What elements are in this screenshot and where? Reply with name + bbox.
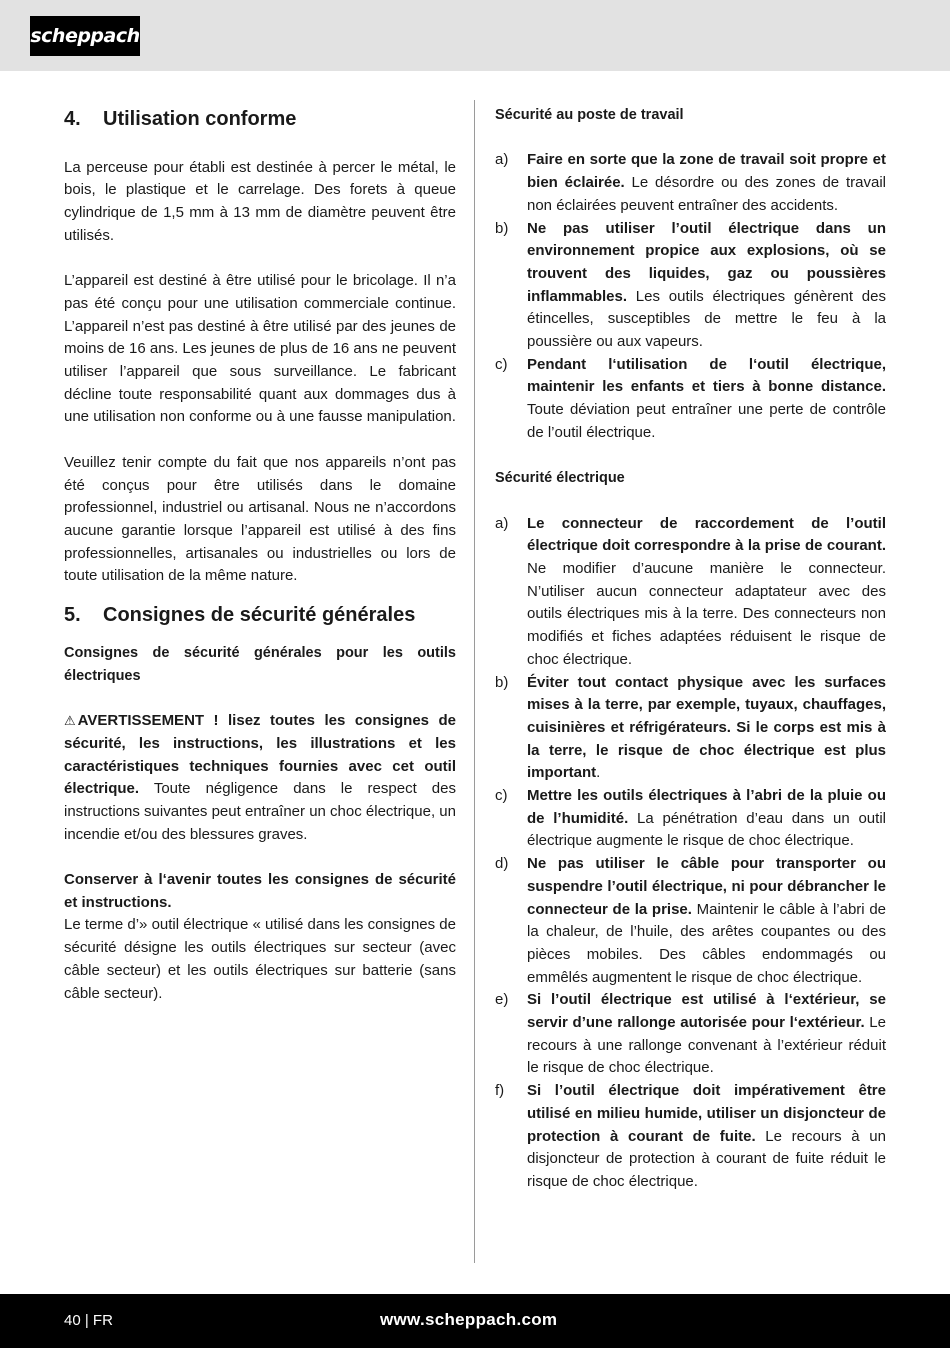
subheading-work-safety: Sécurité au poste de travail [495,107,684,123]
item-label: a) [495,151,509,169]
list-item [495,672,886,786]
item-plain-text: Le désordre ou des zones de travail non éclairées peuvent entraîner des accidents. [527,174,886,214]
item-text [527,672,886,786]
item-text [527,354,886,445]
section-number: 5. [64,604,81,627]
item-label: a) [495,514,509,532]
list-item [495,149,886,217]
page-header [0,0,950,71]
electrical-safety-list [495,513,886,1194]
item-plain-text: Les outils électriques génèrent des étincelles, susceptibles de mettre le feu à la poussière ou aux vapeurs. [527,287,886,351]
item-label: e) [495,991,509,1009]
column-divider [474,100,475,1263]
item-bold-text: Pendant l‘utilisation de l‘outil électrique, maintenir les enfants et tiers à bonne distance. [527,355,886,396]
list-item [495,853,886,989]
work-safety-list [495,149,886,444]
section-4-heading [64,104,456,134]
warning-text: Toute négligence dans le respect des instructions suivantes peut entraîner un choc électrique, un incendie et/ou des blessures graves. [64,780,456,843]
item-text [527,218,886,354]
section-number: 4. [64,108,81,130]
left-column [64,104,456,1005]
item-bold-text: Faire en sorte que la zone de travail soit propre et bien éclairée. [527,151,886,192]
item-label: c) [495,355,508,373]
item-plain-text: Ne modifier d’aucune manière le connecteur. N’utiliser aucun connecteur adaptateur avec des outils électriques mis à la terre. Des connecteurs non modifiés et fiches adaptées réduisent le risque de choc électrique. [527,560,886,668]
item-text [527,1080,886,1194]
warning-icon: ⚠ [64,713,76,729]
subheading-electrical-safety: Sécurité électrique [495,470,625,487]
item-plain-text: Maintenir le câble à l’abri de la chaleur, de l’huile, des arêtes coupantes ou des pièces mobiles. Des câbles endommagés ou emmêlés augmentent le risque de choc électrique. [527,900,887,986]
item-text [527,785,886,853]
list-item [495,785,886,853]
warning-paragraph [64,710,456,846]
item-text [527,853,886,989]
paragraph: La perceuse pour établi est destinée à percer le métal, le bois, le plastique et le carrelage. Des forets à queue cylindrique de 1,5 mm à 13 mm de diamètre peuvent être utilisés. [64,158,456,244]
item-bold-text: Mettre les outils électriques à l’abri de la pluie ou de l’humidité. [527,787,886,827]
subheading: Consignes de sécurité générales pour les outils électriques [64,645,456,684]
item-label: b) [495,219,509,237]
brand-logo: scheppach [30,16,140,56]
section-5-heading [64,600,456,630]
item-plain-text: Le recours à une rallonge convenant à l’extérieur réduit le risque de choc électrique. [527,1014,886,1077]
paragraph: L’appareil est destiné à être utilisé pour le bricolage. Il n’a pas été conçu pour une utilisation commerciale continue. L’appareil n’est pas destiné à être utilisé par des jeunes de moins de 16 ans. Les jeunes de plus de 16 ans ne peuvent utiliser l’appareil que sous surveillance. Le fabricant décline toute responsabilité quant aux dommages dus à une utilisation non conforme ou à une fausse manipulation. [64,272,456,426]
keep-instructions: Conserver à l‘avenir toutes les consignes de sécurité et instructions. [64,871,456,911]
item-plain-text: Le recours à un disjoncteur de protection à courant de fuite réduit le risque de choc électrique. [527,1127,886,1190]
right-column [495,104,886,1194]
list-item [495,989,886,1080]
list-item [495,513,886,672]
list-item [495,354,886,445]
list-item [495,218,886,354]
paragraph: Veuillez tenir compte du fait que nos appareils n’ont pas été conçus pour être utilisés dans le domaine professionnel, industriel ou artisanal. Nous ne n’accordons aucune garantie lorsque l’appareil est utilisé à des fins professionnelles, artisanales ou industrielles ou lors de toute utilisation de la même nature. [64,453,456,585]
paragraph: Le terme d’» outil électrique « utilisé dans les consignes de sécurité désigne les outils électriques sur secteur (avec câble secteur) et les outils électriques sur batterie (sans câble secteur). [64,916,456,1002]
section-title: Consignes de sécurité générales [103,604,416,627]
item-bold-text: Si l’outil électrique doit impérativement être utilisé en milieu humide, utiliser un disjoncteur de protection à courant de fuite. [527,1082,886,1145]
item-label: b) [495,673,509,691]
item-text [527,513,886,672]
item-plain-text: . [596,764,601,782]
item-label: c) [495,787,508,805]
item-label: d) [495,855,509,873]
page-number: 40 | FR [64,1312,113,1329]
item-text [527,989,886,1080]
section-title: Utilisation conforme [103,108,297,130]
website-url: www.scheppach.com [380,1310,558,1329]
list-item [495,1080,886,1194]
page-footer [0,1294,950,1348]
item-plain-text: La pénétration d’eau dans un outil électrique augmente le risque de choc électrique. [527,809,886,850]
item-plain-text: Toute déviation peut entraîner une perte de contrôle de l’outil électrique. [527,401,886,441]
item-bold-text: Le connecteur de raccordement de l’outil électrique doit correspondre à la prise de courant. [527,514,886,555]
item-bold-text: Ne pas utiliser l’outil électrique dans un environnement propice aux explosions, où se trouvent des liquides, gaz ou poussières inflammables. [527,219,886,305]
item-text [527,149,886,217]
item-label: f) [495,1082,505,1100]
warning-bold-text: AVERTISSEMENT ! lisez toutes les consignes de sécurité, les instructions, les illustrations et les caractéristiques techniques fournies avec cet outil électrique. [64,712,456,798]
item-bold-text: Éviter tout contact physique avec les surfaces mises à la terre, par exemple, tuyaux, chauffages, cuisinières et réfrigérateurs. Si le corps est mis à la terre, le risque de choc électrique est plus important [527,673,886,782]
item-bold-text: Ne pas utiliser le câble pour transporter ou suspendre l’outil électrique, ni pour débrancher le connecteur de la prise. [527,855,886,918]
item-bold-text: Si l’outil électrique est utilisé à l‘extérieur, se servir d’une rallonge autorisée pour l‘extérieur. [527,991,886,1032]
